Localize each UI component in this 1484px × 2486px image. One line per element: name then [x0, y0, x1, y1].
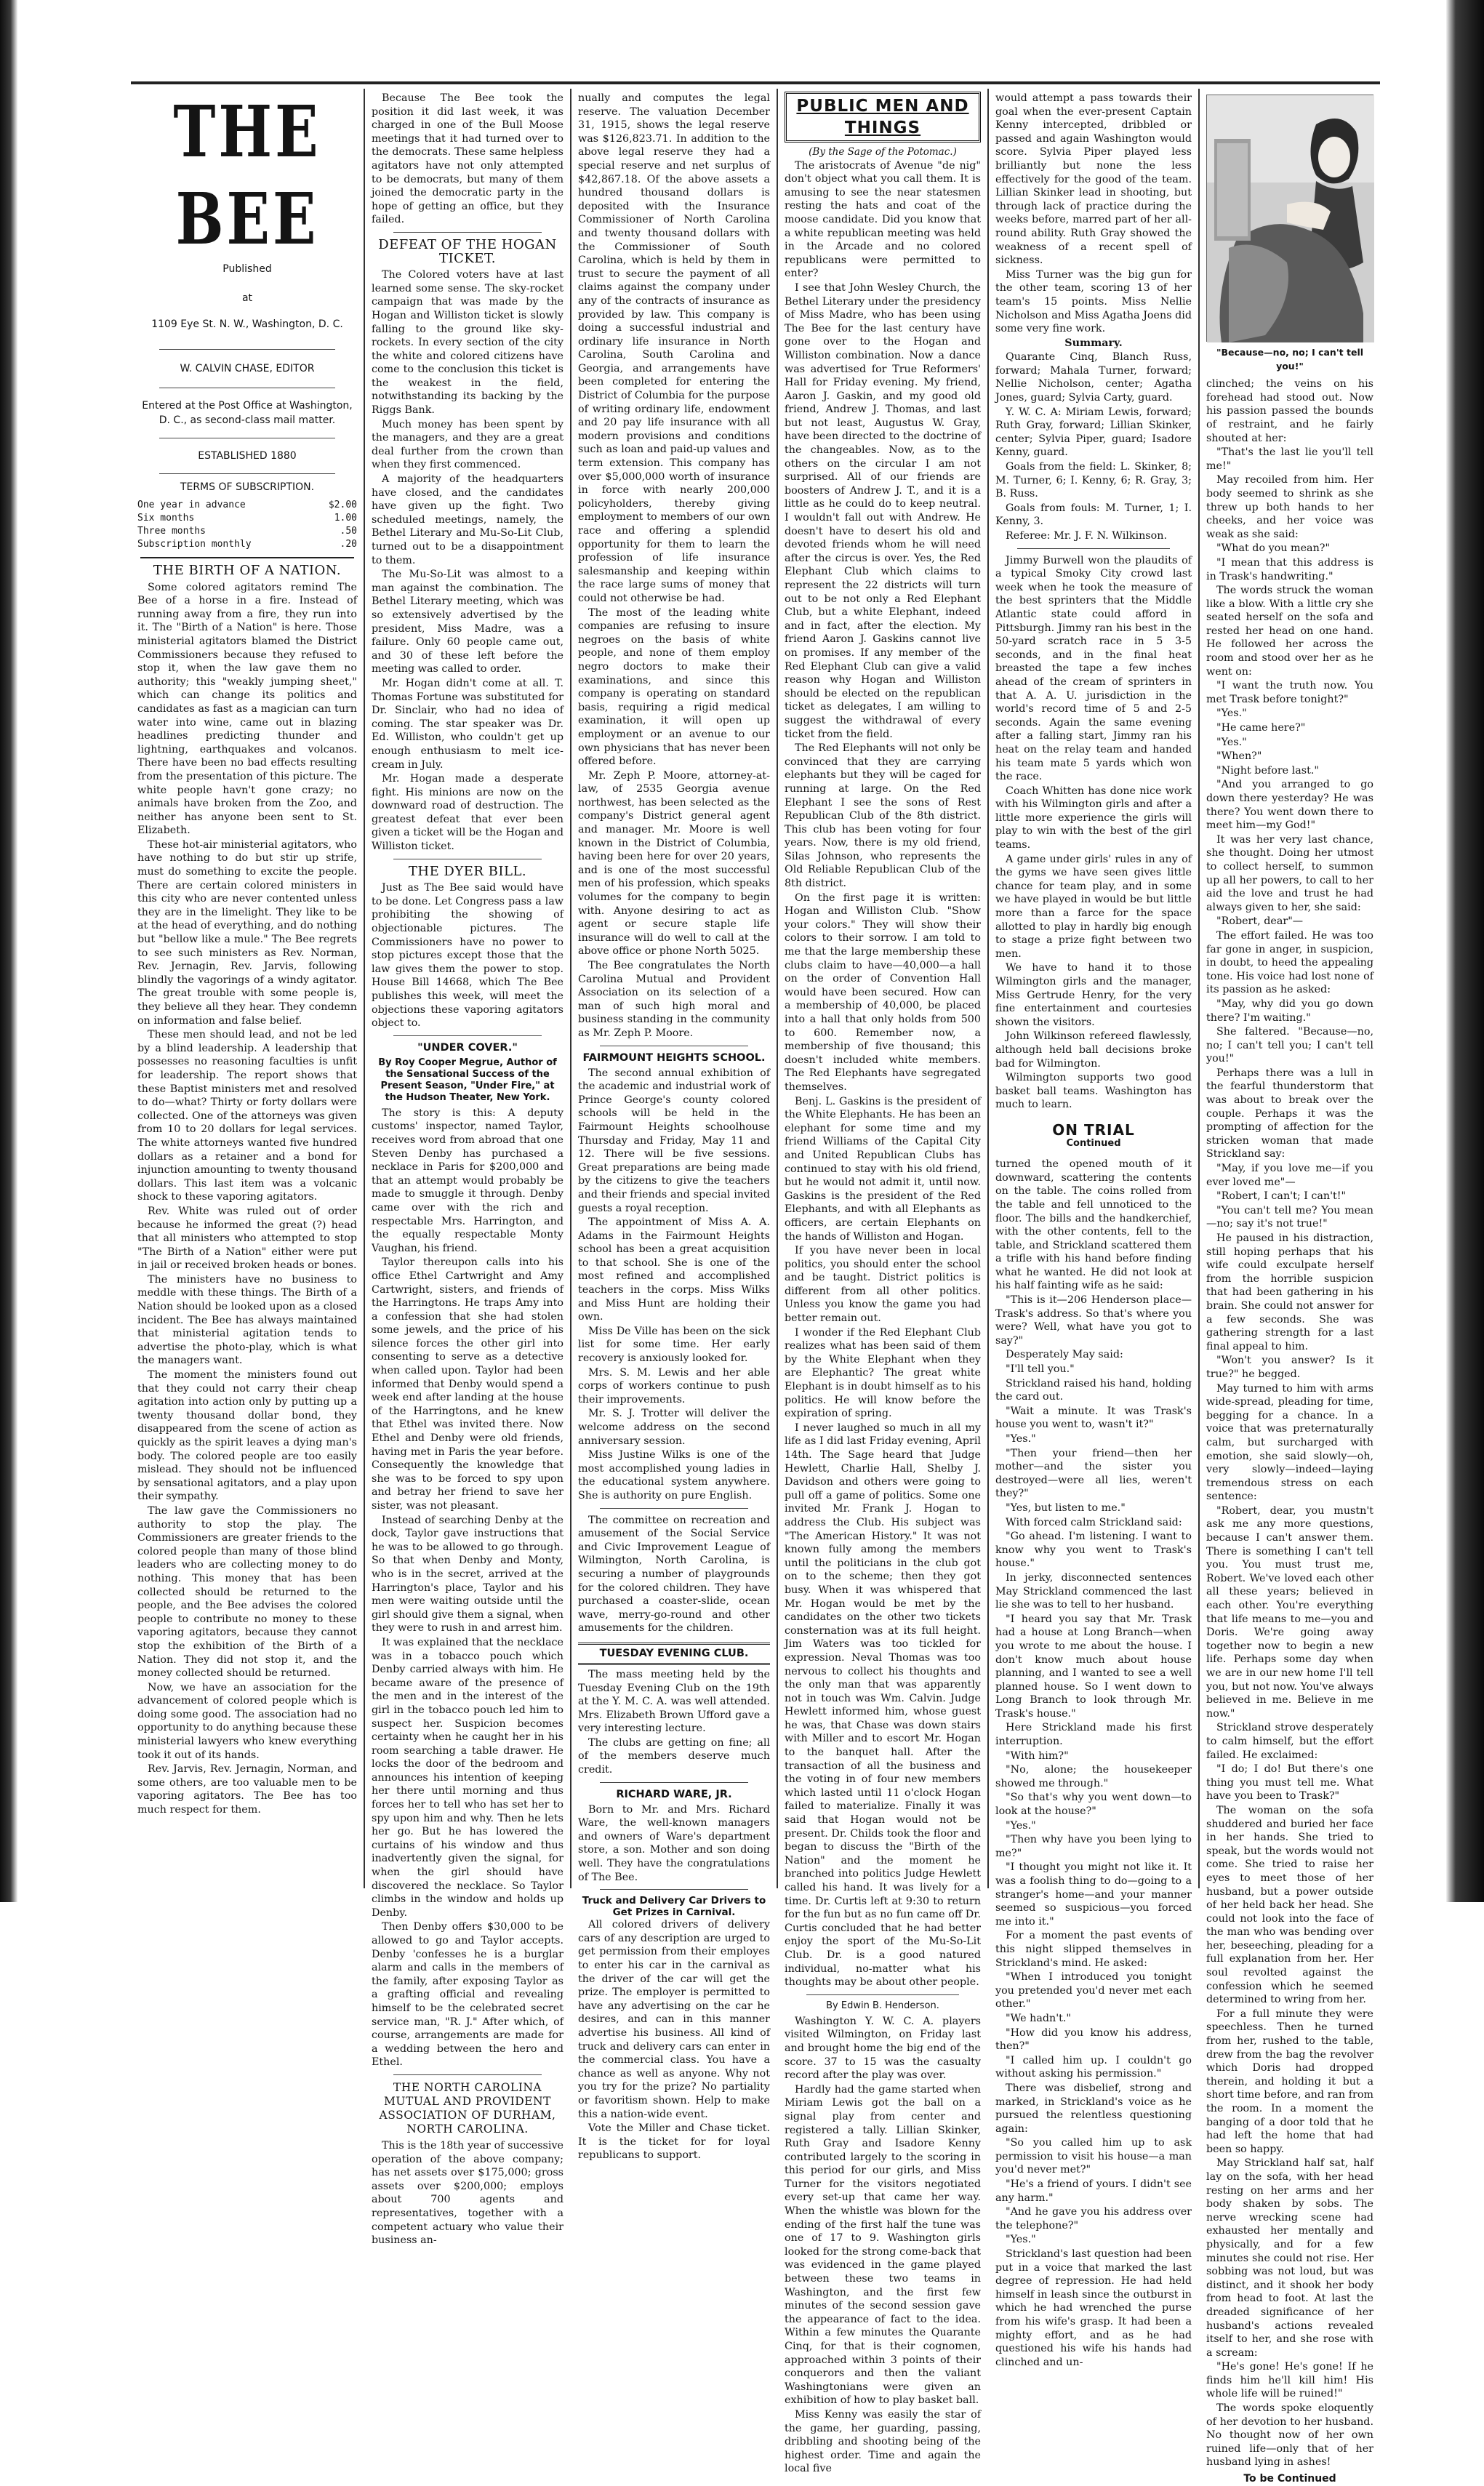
- woman-portrait-illustration: [1207, 95, 1374, 342]
- terms-title: TERMS OF SUBSCRIPTION.: [180, 481, 315, 493]
- article-paragraph: Coach Whitten has done nice work with his Wilmington girls and after a little more experience the girls will play to win with the best of the girl teams.: [995, 785, 1192, 851]
- article-paragraph: The story is this: A deputy customs' inspector, named Taylor, receives word from abroad that one Steven Denby has purchased a necklace in Paris for $200,000 and that an attempt would probably be made to smuggle it through. Denby came over with the rich and respectable Mrs. Harrington, and the equally respectable Monty Vaughan, his friend.: [372, 1107, 563, 1254]
- terms-row: Three months .50: [137, 526, 357, 537]
- article-paragraph: We have to hand it to those Wilmington girls and the manager, Miss Gertrude Henry, for the very fine entertainment and courtesies shown the visitors.: [995, 962, 1192, 1028]
- column-4: [777, 89, 987, 2475]
- article-paragraph: The law gave the Commissioners no authority to stop the play. The Commissioners are greater friends to the colored people than many of those blind leaders who are collecting money to do nothing. This money that has been collected should be returned to the people, and the Bee advises the colored people to contribute no money to these vaporing agitators, because they cannot stop the exhibition of the Birth of a Nation. They did not stop it, and the money collected should be returned.: [137, 1504, 357, 1680]
- masthead-info: [137, 262, 357, 332]
- article-paragraph: "Night before last.": [1216, 764, 1319, 777]
- article-paragraph: "Go ahead. I'm listening. I want to know why you went to Trask's house.": [995, 1531, 1192, 1570]
- article-paragraph: Taylor thereupon calls into his office Ethel Cartwright and Amy Cartwright, sisters, and friends of the Harringtons. He traps Amy into a confession that she had stolen some jewels, and the price of his silence forces the other girl into consenting to serve as a detective when called upon. Taylor had been informed that Denby would spend a week end after landing at the house of the Harringtons, and he knew that Ethel was invited there. Now Ethel and Denby were old friends, having met in Paris the year before. Consequently the knowledge that she was to be forced to spy upon and betray her friend to save her sister, was not pleasant.: [372, 1256, 563, 1512]
- at-label: at: [241, 292, 253, 304]
- article-paragraph: Benj. L. Gaskins is the president of the White Elephants. He has been an elephant for some time and my friend Williams of the Capital City and United Republican Clubs has continued to stay with his old friend, but he would not admit it, until now. Gaskins is the president of the Red Elephants, and with all Elephants as officers, are certain Elephants on the hands of Williston and Hogan.: [785, 1095, 981, 1243]
- article-paragraph: The moment the ministers found out that they could not carry their cheap agitation into action only by putting up a twenty thousand dollar bond, they disappeared from the scene of action as quickly as the spirit leaves a dying man's body. The colored people are too easily mislead. They should not be influenced by sensational agitators, and a play upon their sympathy.: [137, 1369, 357, 1503]
- article-paragraph: The Colored voters have at last learned some sense. The sky-rocket campaign that was made by the Hogan and Williston ticket is slowly falling to the ground like sky-rockets. In every section of the city the white and colored citizens have come to the conclusion this ticket is the weakest in the field, notwithstanding its backing by the Riggs Bank.: [372, 269, 563, 417]
- article-paragraph: The clubs are getting on fine; all of the members deserve much credit.: [578, 1736, 770, 1776]
- masthead-title: THE BEE: [173, 90, 321, 261]
- article-paragraph: Washington Y. W. C. A. players visited Wilmington, on Friday last and brought home the big end of the score. 37 to 15 was the casualty record after the play was over.: [785, 2015, 981, 2082]
- terms-row: Subscription monthly .20: [137, 539, 357, 550]
- article-paragraph: Much money has been spent by the managers, and they are a great deal further from the crown than when they first commenced.: [372, 418, 563, 471]
- article-paragraph: Instead of searching Denby at the dock, Taylor gave instructions that he was to be allowed to go through. So that when Denby and Monty, who is in the secret, arrived at the Harrington's place, Taylor and his men were waiting outside until the girl should give them a signal, when they were to rush in and arrest him.: [372, 1514, 563, 1635]
- article-paragraph: Mr. Hogan didn't come at all. T. Thomas Fortune was substituted for Dr. Sinclair, who had no idea of coming. The star speaker was Dr. Ed. Williston, who couldn't get up enough enthusiasm to melt ice-cream in July.: [372, 677, 563, 771]
- article-paragraph: Miss Turner was the big gun for the other team, scoring 13 of her team's 15 points. Miss Nellie Nicholson and Miss Agatha Joens did some very fine work.: [995, 268, 1192, 335]
- divider: [393, 1035, 542, 1036]
- article-paragraph: "Yes.": [1216, 707, 1247, 720]
- article-paragraph: Vote the Miller and Chase ticket. It is the ticket for for loyal republicans to support.: [578, 2122, 770, 2162]
- divider: [159, 473, 335, 474]
- divider: [600, 1782, 748, 1783]
- article-paragraph: On the first page it is written: Hogan and Williston Club. "Show your colors." They will show their colors to their sorrow. I am told to me that the large membership these clubs claim to have—40,000—a hall on the order of Convention Hall would have been secured. How can a membership of 40,000, be placed into a hall that only holds from 500 to 600. Remember now, a membership of five thousand; this doesn't included white members. The Red Elephants have segregated themselves.: [785, 891, 981, 1093]
- column-5: [987, 89, 1198, 2368]
- article-paragraph: Hardly had the game started when Miriam Lewis got the ball on a signal play from center and registered a tally. Lillian Skinker, Ruth Gray and Isadore Kenny contributed largely to the scoring in this period for our girls, and Miss Turner for the visitors negotiated every set-up that came her way. When the whistle was blown for the ending of the first half the tune was one of 17 to 9. Washington girls looked for the strong come-back that was evidenced in the game played between these two teams in Washington, and the first few minutes of the second session gave the appearance of fact to the idea. Within a few minutes the Quarante Cinq, for that is their cognomen, approached within 3 points of their conquerors and then the valiant Washingtonians were given an exhibition of how to play basket ball.: [785, 2083, 981, 2407]
- article-paragraph: Mr. Zeph P. Moore, attorney-at-law, of 2535 Georgia avenue northwest, has been selected as the company's District general agent and manager. Mr. Moore is well known in the District of Columbia, having been here for over 20 years, and is one of the most successful men of his profession, which speaks volumes for the company to begin with. Anyone desiring to act as agent or secure staple life insurance will do well to call at the above office or phone North 5025.: [578, 769, 770, 958]
- article-paragraph: Because The Bee took the position it did last week, it was charged in one of the Bull Moose meetings that it had turned over to the democrats. These same helpless agitators have not only attempted to be democrats, but many of them joined the democratic party in the hope of getting an office, but they failed.: [372, 92, 563, 226]
- article-paragraph: "Yes.": [1216, 736, 1247, 748]
- headline-under-cover: "UNDER COVER.": [417, 1041, 518, 1054]
- article-paragraph: Mrs. S. M. Lewis and her able corps of workers continue to push their improvements.: [578, 1366, 770, 1406]
- article-paragraph: "Yes.": [1006, 1433, 1036, 1445]
- article-paragraph: "I want the truth now. You met Trask before tonight?": [1206, 680, 1373, 705]
- article-paragraph: "I heard you say that Mr. Trask had a house at Long Branch—when you wrote to me about the house. I don't know much about house planning, and I wanted to see a well planned house. So I went down to Long Branch to look through Mr. Trask's house.": [995, 1613, 1192, 1720]
- column-3: [570, 89, 777, 2162]
- article-paragraph: Miss Justine Wilks is one of the most accomplished young ladies in the educational system anywhere. She is authority on pure English.: [578, 1449, 770, 1501]
- article-paragraph: This is the 18th year of successive operation of the above company; has net assets over $175,000; gross assets over $200,000; employs about 700 agents and representatives, together with a competent actuary who value their business an-: [372, 2139, 563, 2247]
- column-1: [131, 89, 364, 1888]
- article-paragraph: For a full minute they were speechless. Then he turned from her, rushed to the table, drew from the bag the revolver which Doris had dropped therein, and holding it but a short time before, and ran from the room. In a moment the banging of a door told that he had left the home that had been so happy.: [1206, 2008, 1373, 2155]
- article-paragraph: Strickland's last question had been put in a voice that marked the last degree of repression. He had held himself in leash since the outburst in which he had wrenched the purse from his wife's grasp. It had been a mighty effort, and as he had questioned his wife his hands had clinched and un-: [995, 2248, 1192, 2368]
- headline-public-men-and-things: PUBLIC MEN AND THINGS: [796, 97, 969, 137]
- article-paragraph: "What do you mean?": [1216, 542, 1331, 555]
- article-paragraph: "With him?": [1006, 1749, 1069, 1762]
- on-trial-continued-body: [1206, 377, 1373, 2469]
- article-paragraph: There was disbelief, strong and marked, in Strickland's voice as he pursued the relentless questioning again:: [995, 2082, 1192, 2135]
- article-paragraph: Quarante Cinq, Blanch Russ, forward; Mahala Turner, forward; Nellie Nicholson, center; Agatha Jones, guard; Sylvia Carty, guard.: [995, 351, 1192, 404]
- article-paragraph: "I'll tell you.": [1006, 1363, 1075, 1376]
- article-paragraph: The words spoke eloquently of her devotion to her husband. No thought now of her own ruined life—only that of her husband lying in ashes!: [1206, 2402, 1373, 2469]
- article-paragraph: These hot-air ministerial agitators, who have nothing to do but stir up strife, must do something to excite the people. There are certain colored ministers in this city who are never contented unless they are in the limelight. They like to be at the head of everything, and do nothing but "bellow like a mule." The Bee regrets to see such ministers as Rev. Norman, Rev. Jernagin, Rev. Jarvis, following blindly the vagorings of a windy agitator. The great trouble with some people is, they believe all they hear. They condemn on information and false belief.: [137, 838, 357, 1027]
- summary-title: Summary.: [1064, 337, 1123, 349]
- article-paragraph: The aristocrats of Avenue "de nig" don't object what you call them. It is amusing to see the near statesmen resting the hats and coat of the moose candidate. Did you know that a white republican meeting was held in the Arcade and no colored republicans were permitted to enter?: [785, 159, 981, 280]
- article-paragraph: Born to Mr. and Mrs. Richard Ware, the well-known managers and owners of Ware's department store, a son. Mother and son doing well. They have the congratulations of The Bee.: [578, 1803, 770, 1883]
- byline: (By the Sage of the Potomac.): [809, 146, 957, 158]
- headline-dyer-bill: THE DYER BILL.: [408, 863, 527, 879]
- divider: [159, 349, 335, 350]
- article-paragraph: "No, alone; the housekeeper showed me through.": [995, 1764, 1192, 1789]
- article-paragraph: "Yes.": [1006, 2234, 1036, 2246]
- article-paragraph: "I thought you might not like it. It was a foolish thing to do—going to a stranger's home—and your manner seemed so suspicious—you forced me into it.": [995, 1861, 1192, 1928]
- article-paragraph: Rev. Jarvis, Rev. Jernagin, Norman, and some others, are too valuable men to be vaporing agitators. The Bee has too much respect for them.: [137, 1763, 357, 1816]
- headline-hogan-ticket: DEFEAT OF THE HOGAN TICKET.: [378, 236, 557, 266]
- article-paragraph: "Won't you answer? Is it true?" he begged.: [1206, 1355, 1373, 1380]
- terms-row: Six months 1.00: [137, 513, 357, 524]
- article-paragraph: The woman on the sofa shuddered and buried her face in her hands. She tried to speak, but the words would not come. She tried to raise her eyes to meet those of her husband, but a power outside of her held back her head. She could not look into the face of the man who was bending over her, beseeching, pleading for a full explanation from her. Her soul revolted against the confession which he seemed determined to wring from her.: [1206, 1804, 1373, 2006]
- entered-notice: Entered at the Post Office at Washington, D. C., as second-class mail matter.: [142, 400, 353, 426]
- terms-table: [137, 499, 357, 551]
- article-paragraph: "Robert, dear"—: [1216, 915, 1304, 928]
- byline: By Edwin B. Henderson.: [826, 2000, 939, 2011]
- column-2: [364, 89, 570, 2247]
- article-paragraph: "I do; I do! But there's one thing you must tell me. What have you been to Trask?": [1206, 1763, 1373, 1803]
- divider: [1017, 548, 1170, 549]
- article-paragraph: The Red Elephants will not only be convinced that they are carrying elephants but they will be caged for running at large. On the Red Elephant I see the sons of Rest Republican Club of the 8th district. This club has been voting for four years. Now, there is my old friend, Silas Johnson, who represents the Old Reliable Republican Club of the 8th district.: [785, 742, 981, 890]
- headline-tuesday-evening-club: TUESDAY EVENING CLUB.: [599, 1647, 749, 1659]
- to-be-continued: To be Continued: [1243, 2473, 1336, 2485]
- divider: [600, 1889, 748, 1890]
- address: 1109 Eye St. N. W., Washington, D. C.: [151, 318, 343, 330]
- divider: [393, 2074, 542, 2075]
- article-paragraph: Wilmington supports two good basket ball teams. Washington has much to learn.: [995, 1072, 1192, 1111]
- article-paragraph: "Wait a minute. It was Trask's house you went to, wasn't it?": [995, 1405, 1192, 1431]
- photo-caption: "Because—no, no; I can't tell you!": [1216, 347, 1364, 372]
- article-paragraph: Then Denby offers $30,000 to be allowed to go and Taylor accepts. Denby 'confesses he is a burglar alarm and calls in the members of the family, after exposing Taylor as a grafting official and revealing himself to be the celebrated secret service man, "R. J." After which, of course, arrangements are made for a wedding between the hero and Ethel.: [372, 1921, 563, 2069]
- article-paragraph: Mr. Hogan made a desperate fight. His minions are now on the downward road of destruction. The greatest defeat that ever been given a ticket will be the Hogan and Williston ticket.: [372, 773, 563, 853]
- article-paragraph: Just as The Bee said would have to be done. Let Congress pass a law prohibiting the showing of objectionable pictures. The Commissioners have no power to stop pictures except those that the law gives them the power to stop. House Bill 14668, which The Bee publishes this week, will meet the objections these vaporing agitators object to.: [372, 882, 563, 1030]
- article-paragraph: I never laughed so much in all my life as I did last Friday evening, April 14th. The Sage heard that Judge Hewlett, Charlie Hall, Shelby J. Davidson and others were going to pull off a game of politics. Some one invited Mr. Frank J. Hogan to address the Club. His subject was "The American History." It was not known fully among the members until the politicians in the club got on to the scheme; then they got busy. When it was whispered that Mr. Hogan would be met by the candidates on the other two tickets consternation was at its full height. Jim Waters was too tickled for expression. Neval Thomas was too nervous to collect his thoughts and the only man that was apparently not in touch was Wm. Calvin. Judge Hewlett informed him, whose guest he was, that Chase was down stairs with Miller and to escort Mr. Hogan to the banquet hall. After the transaction of all the business and the voting in of four new members which lasted until 11 o'clock Hogan failed to materialize. Finally it was said that Hogan would not be present. Dr. Childs took the floor and began to discuss the "Birth of the Nation" and the moment he branched into politics Judge Hewlett called his hand. It was lively for a time. Dr. Curtis left at 9:30 to return for the fun but as no fun came off Dr. Curtis concluded that he had better enjoy the sport of the Mu-So-Lit Club. Dr. is a good natured individual, no-matter what his thoughts may be about other people.: [785, 1422, 981, 1989]
- article-paragraph: All colored drivers of delivery cars of any description are urged to get permission from their employes to enter his car in the carnival as the driver of the car will get the prize. The employer is permitted to have any advertising on the car he desires, and can in this manner advertise his business. All kind of truck and delivery cars can enter in the commercial class. You have a chance as well as anyone. Why not you try for the prize? No partiality or favoritism shown. Help to make this a nation-wide event.: [578, 1919, 770, 2120]
- article-paragraph: She faltered. "Because—no, no; I can't tell you; I can't tell you!": [1206, 1026, 1373, 1065]
- article-paragraph: "May, why did you go down there? I'm waiting.": [1206, 998, 1373, 1024]
- article-paragraph: May Strickland half sat, half lay on the sofa, with her head resting on her arms and her body shaken by sobs. The nerve wrecking scene had exhausted her mentally and physically, and for a few minutes she could not rise. Her sobbing was not loud, but was distinct, and it shook her body from head to foot. At last the dreaded significance of her husband's actions revealed itself to her, and she rose with a scream:: [1206, 2157, 1373, 2359]
- article-paragraph: "When I introduced you tonight you pretended you'd never met each other.": [995, 1971, 1192, 2010]
- article-paragraph: "Then your friend—then her mother—and the sister you destroyed—were all lies, weren't they?": [995, 1447, 1192, 1500]
- article-paragraph: These men should lead, and not be led by a blind leadership. A leadership that possesses no reasoning faculties is unfit for leadership. The report shows that these Baptist ministers met and resolved to do—what? Thirty or forty dollars were collected. One of the attorneys was given from 10 to 20 dollars for legal services. The white attorneys wanted five hundred dollars as a retainer and a bond for injunction amounting to twenty thousand dollars. This last item was a volcanic shock to these vaporing agitators.: [137, 1029, 357, 1203]
- published-label: Published: [222, 263, 272, 275]
- article-paragraph: "He's gone! He's gone! If he finds him he'll kill him! His whole life will be ruined!": [1206, 2361, 1373, 2400]
- article-paragraph: Strickland strove desperately to calm himself, but the effort failed. He exclaimed:: [1206, 1722, 1373, 1761]
- article-paragraph: "When?": [1216, 750, 1262, 763]
- article-paragraph: The Mu-So-Lit was almost to a man against the combination. The Bethel Literary meeting, which was so extensively advertised by the president, Miss Madre, was a failure. Only 60 people came out, and 30 of these left before the meeting was called to order.: [372, 569, 563, 675]
- article-paragraph: He paused in his distraction, still hoping perhaps that his wife could exculpate herself from the horrible suspicion that had been gathering in his brain. She could not answer for a few seconds. She was gathering strength for a last final appeal to him.: [1206, 1232, 1373, 1352]
- article-paragraph: Mr. S. J. Trotter will deliver the welcome address on the second anniversary session.: [578, 1408, 770, 1447]
- headline-on-trial: ON TRIAL: [1052, 1120, 1135, 1139]
- article-paragraph: I wonder if the Red Elephant Club realizes what has been said of them by the White Elephant when they are Elephantic? The great white Elephant is in doubt himself as to his politics. He will know before the expiration of spring.: [785, 1326, 981, 1420]
- article-paragraph: "That's the last lie you'll tell me!": [1206, 446, 1373, 472]
- divider: [393, 232, 542, 233]
- article-paragraph: Goals from fouls: M. Turner, 1; I. Kenny, 3.: [995, 502, 1192, 528]
- article-paragraph: The Bee congratulates the North Carolina Mutual and Provident Association on its selection of a man of such high moral and business standing in the community as Mr. Zeph P. Moore.: [578, 960, 770, 1039]
- article-paragraph: May recoiled from him. Her body seemed to shrink as she threw up both hands to her cheeks, and her voice was weak as she said:: [1206, 474, 1373, 540]
- article-paragraph: With forced calm Strickland said:: [1006, 1516, 1182, 1528]
- article-paragraph: It was her very last chance, she thought. Doing her utmost to collect herself, to summon up all her powers, to call to her aid the love and trust he had always given to her, she said:: [1206, 833, 1373, 913]
- continued-label: Continued: [1066, 1137, 1121, 1149]
- article-paragraph: The second annual exhibition of the academic and industrial work of Prince George's county colored schools will be held in the Fairmount Heights schoolhouse Thursday and Friday, May 11 and 12. There will be five sessions. Great preparations are being made by the citizens to give the teachers and their friends and special invited guests a royal reception.: [578, 1067, 770, 1214]
- article-paragraph: In jerky, disconnected sentences May Strickland commenced the last lie she was to tell to her husband.: [995, 1571, 1192, 1611]
- article-paragraph: The ministers have no business to meddle with these things. The Birth of a Nation should be looked upon as a closed incident. The Bee has always maintained that ministerial agitation tends to advertise the photo-play, which is what the managers want.: [137, 1273, 357, 1367]
- article-paragraph: If you have never been in local politics, you should enter the school and be taught. District politics is different from all other politics. Unless you know the game you had better remain out.: [785, 1245, 981, 1325]
- headline-fairmount-heights: FAIRMOUNT HEIGHTS SCHOOL.: [582, 1051, 766, 1064]
- article-paragraph: would attempt a pass towards their goal when the ever-present Captain Kenny intercepted, dribbled or passed and again Washington would score. Sylvia Piper played less brilliantly but none the less effectively for the good of the team. Lillian Skinker lead in shooting, but through lack of practice during the weeks before, marred part of her all-round ability. Ruth Gray showed the weakness of a recent spell of sickness.: [995, 92, 1192, 267]
- article-paragraph: "May, if you love me—if you ever loved me"—: [1206, 1163, 1373, 1188]
- headline-truck-drivers: Truck and Delivery Car Drivers to Get Prizes in Carnival.: [582, 1895, 766, 1919]
- article-paragraph: "Yes, but listen to me.": [1006, 1501, 1126, 1514]
- article-paragraph: "I called him up. I couldn't go without asking his permission.": [995, 2054, 1192, 2080]
- article-paragraph: John Wilkinson refereed flawlessly, although held ball decisions broke bad for Wilmington.: [995, 1030, 1192, 1070]
- article-paragraph: Here Strickland made his first interruption.: [995, 1722, 1192, 1748]
- article-paragraph: The appointment of Miss A. A. Adams in the Fairmount Heights school has been a great acquisition to that school. She is one of the most refined and accomplished teachers in the corps. Miss Wilks and Miss Hunt are holding their own.: [578, 1216, 770, 1323]
- newspaper-page: [131, 81, 1380, 2485]
- established: ESTABLISHED 1880: [198, 450, 297, 462]
- article-paragraph: turned the opened mouth of it downward, scattering the contents on the table. The coins rolled from the table and fell unnoticed to the floor. The bills and the handkerchief, with the other contents, fell to the table, and Strickland scattered them a trifle with his hand before finding what he wanted. He did not look at his half fainting wife as he said:: [995, 1158, 1192, 1292]
- article-paragraph: Now, we have an association for the advancement of colored people which is doing some good. The association had no opportunity to do anything because these ministerial lawyers who knew everything took it out of its hands.: [137, 1681, 357, 1761]
- headline-birth-of-nation: THE BIRTH OF A NATION.: [153, 563, 342, 578]
- headline-north-carolina-mutual: THE NORTH CAROLINA MUTUAL AND PROVIDENT ASSOCIATION OF DURHAM, NORTH CAROLINA.: [379, 2080, 556, 2136]
- article-paragraph: The most of the leading white companies are refusing to insure negroes on the basis of white people, and none of them employ negro doctors to make their examinations, and since this company is operating on standard basis, requiring a rigid medical examination, it will open up employment or an avenue to our own physicians that has never been offered before.: [578, 606, 770, 768]
- article-paragraph: "This is it—206 Henderson place—Trask's address. So that's where you were? Well, what have you got to say?": [995, 1294, 1192, 1347]
- article-paragraph: Miss Kenny was easily the star of the game, her guarding, passing, dribbling and shooting being of the highest order. Time and again the local five: [785, 2408, 981, 2475]
- tuesday-banner: [578, 1643, 770, 1665]
- article-paragraph: "So that's why you went down—to look at the house?": [995, 1792, 1192, 1818]
- terms-row: One year in advance $2.00: [137, 500, 357, 510]
- article-paragraph: "Robert, I can't; I can't!": [1216, 1190, 1347, 1203]
- scan-edge-left: [0, 0, 17, 1902]
- article-paragraph: It was explained that the necklace was in a tobacco pouch which Denby carried always with him. He became aware of the presence of the men and in the interest of the girl in the tobacco pouch led him to suspect her. Suspicion becomes certainty when he caught her in his room searching a table drawer. He locks the door of the bedroom and announces his intention of keeping her there until morning and thus forces her to tell who has set her to spy upon him and why. Then he lets her go. But he has lowered the curtains of his window and thus inadvertently given the signal, for when the girl should have discovered the necklace. So Taylor climbs in the window and holds up Denby.: [372, 1636, 563, 1919]
- article-paragraph: "I mean that this address is in Trask's handwriting.": [1206, 556, 1373, 582]
- article-paragraph: "And he gave you his address over the telephone?": [995, 2206, 1192, 2232]
- article-paragraph: "Yes.": [1006, 1819, 1036, 1832]
- article-paragraph: "How did you know his address, then?": [995, 2026, 1192, 2053]
- on-trial-body: [995, 1158, 1192, 2369]
- article-paragraph: Goals from the field: L. Skinker, 8; M. Turner, 6; I. Kenny, 6; R. Gray, 3; B. Russ.: [995, 461, 1192, 500]
- article-paragraph: A game under girls' rules in any of the gyms we have seen gives little chance for team play, and in some we have played in would be but little more than a farce for the space allotted to play in hardly big enough to stage a prize fight between two men.: [995, 853, 1192, 960]
- article-paragraph: Strickland raised his hand, holding the card out.: [995, 1377, 1192, 1403]
- editor: W. CALVIN CHASE, EDITOR: [180, 363, 315, 374]
- divider: [600, 1508, 748, 1509]
- article-paragraph: Desperately May said:: [1006, 1349, 1123, 1361]
- byline: By Roy Cooper Megrue, Author of the Sensational Success of the Present Season, "Under Fire," at the Hudson Theater, New York.: [378, 1056, 557, 1103]
- public-men-header: [785, 92, 981, 143]
- article-paragraph: Referee: Mr. J. F. N. Wilkinson.: [1006, 530, 1167, 542]
- article-paragraph: Some colored agitators remind The Bee of a horse in a fire. Instead of running away from a fire, they run into it. The "Birth of a Nation" is here. Those ministerial agitators blamed the District Commissioners because they refused to stop it, when the law gave them no authority; this "weakly jumping sheet," which can change its politics and candidates as fast as a magician can turn water into wine, came out in blazing headlines predicting thunder and lightning, earthquakes and volcanos. There have been no bad effects resulting from the presentation of this picture. The white people havn't gone crazy; no animals have broken from the Zoo, and neither has anyone been sent to St. Elizabeth.: [137, 581, 357, 837]
- article-paragraph: The committee on recreation and amusement of the Social Service and Civic Improvement League of Wilmington, North Carolina, is securing a number of playgrounds for the colored children. They have purchased a coaster-slide, ocean wave, merry-go-round and other amusements for the children.: [578, 1514, 770, 1635]
- article-paragraph: nually and computes the legal reserve. The valuation December 31, 1915, shows the legal reserve was $126,823.71. In addition to the above legal reserve they had a special reserve and net surplus of $42,867.18. Of the above assets a hundred thousand dollars is deposited with the Insurance Commissioner of North Carolina and twenty thousand dollars with the Commissioner of South Carolina, which is held by them in trust to secure the payment of all claims against the company under any of the contracts of insurance as provided by law. This company is doing a successful industrial and ordinary life insurance in North Carolina, South Carolina and Georgia, and arrangements have been completed for entering the District of Columbia for the purpose of writing ordinary life, endowment and 20 pay life insurance with all modern provisions and conditions such as loan and paid-up values and term extension. This company has over $5,000,000 worth of insurance in force with nearly 200,000 policyholders, thereby giving employment to members of our own race and offering a splendid opportunity for them to learn the profession of life insurance salesmanship and keeping within the race large sums of money that could not otherwise be had.: [578, 92, 770, 604]
- article-paragraph: "And you arranged to go down there yesterday? He was there? You went down there to meet him—my God!": [1206, 779, 1373, 832]
- article-paragraph: "Robert, dear, you mustn't ask me any more questions, because I can't answer them. There is something I can't tell you. You must trust me, Robert. We've loved each other all these years; believed in each other. You're everything that life means to me—you and Doris. We're going away together now to begin a new life. Perhaps some day when we are in our new home I'll tell you, but not now. You've always believed in me. Believe in me now.": [1206, 1504, 1373, 1720]
- article-paragraph: clinched; the veins on his forehead had stood out. Now his passion passed the bounds of restraint, and he fairly shouted at her:: [1206, 378, 1373, 444]
- article-paragraph: A majority of the headquarters have closed, and the candidates have given up the fight. Two scheduled meetings, namely, the Bethel Literary and Mu-So-Lit Club, turned out to be a disappointment to them.: [372, 473, 563, 566]
- article-paragraph: May turned to him with arms wide-spread, pleading for time, begging for a chance. In a voice that was preternaturally calm, but surcharged with emotion, she said slowly—oh, very slowly—indeed—laying tremendous stress on each sentence:: [1206, 1382, 1373, 1503]
- article-paragraph: Y. W. C. A: Miriam Lewis, forward; Ruth Gray, forward; Lillian Skinker, center; Sylvia Piper, guard; Isadore Kenny, guard.: [995, 406, 1192, 459]
- article-paragraph: Rev. White was ruled out of order because he informed the great (?) head that all ministers who attempted to stop "The Birth of a Nation" either were put in jail or received broken heads or bones.: [137, 1205, 357, 1272]
- article-paragraph: "He came here?": [1216, 722, 1306, 734]
- scan-edge-right: [1446, 0, 1484, 1902]
- article-paragraph: Perhaps there was a lull in the fearful thunderstorm that was about to break over the couple. Perhaps it was the prompting of affection for the stricken woman that made Strickland say:: [1206, 1067, 1373, 1160]
- column-6: [1198, 89, 1380, 2485]
- article-paragraph: Miss De Ville has been on the sick list for some time. Her early recovery is anxiously looked for.: [578, 1325, 770, 1365]
- divider: [806, 1994, 959, 1995]
- article-paragraph: The mass meeting held by the Tuesday Evening Club on the 19th at the Y. M. C. A. was well attended. Mrs. Elizabeth Brown Ufford gave a very interesting lecture.: [578, 1668, 770, 1735]
- article-paragraph: "You can't tell me? You mean—no; say it's not true!": [1206, 1204, 1373, 1230]
- article-paragraph: I see that John Wesley Church, the Bethel Literary under the presidency of Miss Madre, who has been using The Bee for the last century have gone over to the Hogan and Williston combination. Now a dance was advertised for True Reformers' Hall for Friday evening. My friend, Aaron J. Gaskin, and my good old friend, Andrew J. Thomas, and last but not least, Augustus W. Gray, have been directed to the doctrine of the changeables. Now, as to the others on the circular I am not surprised. All of our friends are boosters of Andrew J. T., and it is a little as he could do to keep neutral. I wouldn't fall out with Andrew. He doesn't have to desert his old and devoted friends whom he will need after the circus is over. Yes, the Red Elephant Club which claims to represent the 22 districts will turn out to be not only a Red Elephant Club, but a white Elephant, indeed and in fact, after the election. My friend Aaron J. Gaskins cannot live on promises. If any member of the Red Elephant Club can give a valid reason why Hogan and Williston should be elected on the republican ticket as delegates, I am willing to suggest the withdrawal of every ticket from the field.: [785, 281, 981, 740]
- article-paragraph: Jimmy Burwell won the plaudits of a typical Smoky City crowd last week when he took the measure of the best sprinters that the Middle Atlantic state could afford in Pittsburgh. Jimmy ran his best in the 50-yard scratch race in 5 3-5 seconds, and in the final heat breasted the tape a few inches ahead of the cream of sprinters in that A. A. U. jurisdiction in the world's record time of 5 and 2-5 seconds. Again the same evening after a falling start, Jimmy ran his heat on the relay team and handed his team mate 5 yards which won the race.: [995, 554, 1192, 783]
- article-paragraph: "So you called him up to ask permission to visit his house—a man you'd never met?": [995, 2137, 1192, 2176]
- article-paragraph: "Then why have you been lying to me?": [995, 1834, 1192, 1859]
- article-paragraph: The words struck the woman like a blow. With a little cry she seated herself on the sofa and rested her head on one hand. He followed her across the room and stood over her as he went on:: [1206, 585, 1373, 678]
- article-paragraph: The effort failed. He was too far gone in anger, in suspicion, in doubt, to heed the appealing tone. His voice had lost none of its passion as he asked:: [1206, 929, 1373, 996]
- divider: [140, 557, 354, 558]
- article-paragraph: For a moment the past events of this night slipped themselves in Strickland's mind. He asked:: [995, 1930, 1192, 1969]
- illustration-photo: [1206, 95, 1373, 342]
- article-paragraph: "He's a friend of yours. I didn't see any harm.": [995, 2178, 1192, 2204]
- headline-richard-ware: RICHARD WARE, JR.: [616, 1788, 732, 1800]
- article-paragraph: "We hadn't.": [1006, 2012, 1071, 2024]
